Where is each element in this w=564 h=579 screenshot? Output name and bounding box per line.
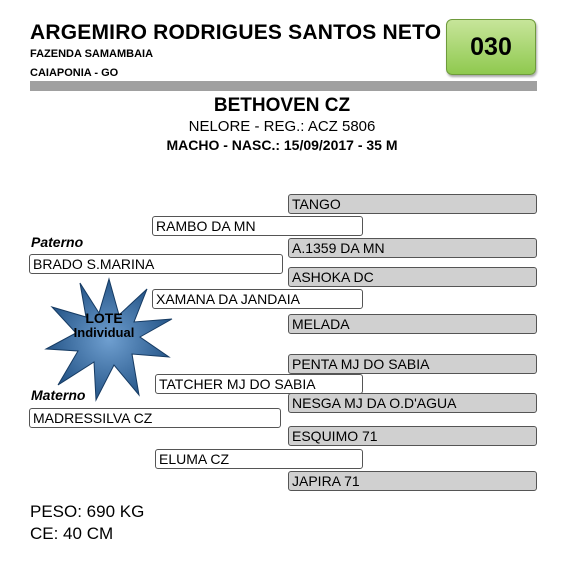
farm-name: FAZENDA SAMAMBAIA — [30, 48, 154, 60]
ggp-1: TANGO — [288, 194, 537, 214]
animal-name: BETHOVEN CZ — [213, 95, 351, 116]
sex-birth-info: MACHO - NASC.: 15/09/2017 - 35 M — [166, 137, 398, 153]
ggp-4: MELADA — [288, 314, 537, 334]
ggp-3: ASHOKA DC — [288, 267, 537, 287]
lot-number-badge: 030 — [446, 19, 536, 75]
ggp-5: PENTA MJ DO SABIA — [288, 354, 537, 374]
sire-dam: XAMANA DA JANDAIA — [152, 289, 363, 309]
scrotal-circumference: CE: 40 CM — [30, 524, 114, 543]
ggp-2: A.1359 DA MN — [288, 238, 537, 258]
paternal-label: Paterno — [31, 234, 84, 250]
dam: MADRESSILVA CZ — [29, 408, 281, 428]
location: CAIAPONIA - GO — [30, 67, 119, 79]
ggp-8: JAPIRA 71 — [288, 471, 537, 491]
breed-registration: NELORE - REG.: ACZ 5806 — [188, 118, 376, 135]
lote-badge-text — [44, 311, 164, 341]
ggp-7: ESQUIMO 71 — [288, 426, 537, 446]
sire-sire: RAMBO DA MN — [152, 216, 363, 236]
lote-line2: Individual — [73, 325, 135, 341]
sire: BRADO S.MARINA — [29, 254, 283, 274]
weight: PESO: 690 KG — [30, 502, 145, 521]
owner-name: ARGEMIRO RODRIGUES SANTOS NETO — [30, 21, 442, 44]
lote-line1: LOTE — [85, 310, 123, 326]
dam-dam: ELUMA CZ — [155, 449, 363, 469]
dam-sire: TATCHER MJ DO SABIA — [155, 374, 363, 394]
maternal-label: Materno — [31, 387, 86, 403]
header-divider — [30, 81, 537, 91]
ggp-6: NESGA MJ DA O.D'AGUA — [288, 393, 537, 413]
